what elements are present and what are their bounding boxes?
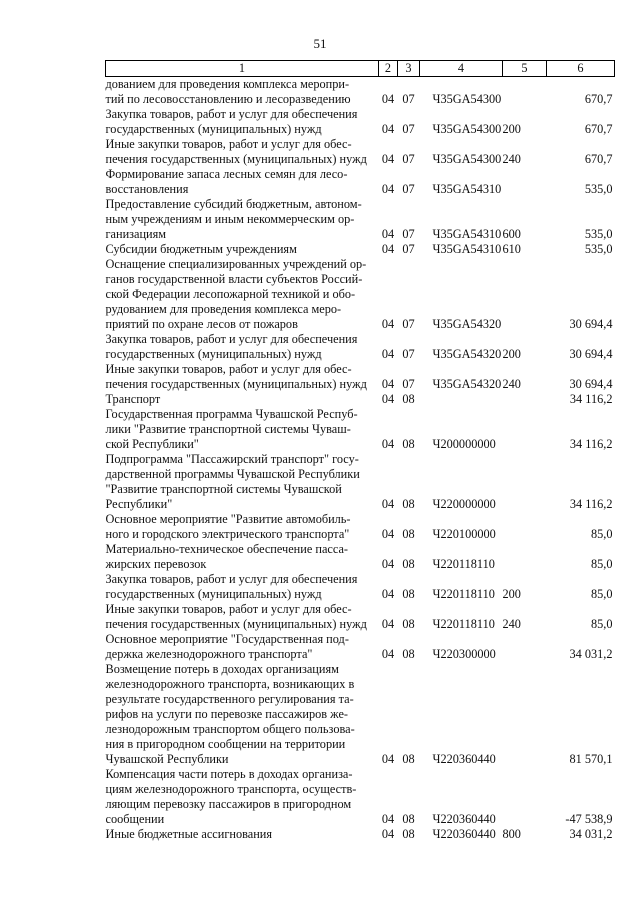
row-name-line: восстановления [105, 182, 189, 196]
table-row [106, 662, 615, 767]
amount: 85,0 [590, 587, 613, 601]
budget-table [105, 60, 615, 842]
section-code: 04 [381, 812, 395, 826]
expense-type-code: 240 [502, 152, 521, 166]
amount: 30 694,4 [569, 347, 613, 361]
target-article-code: Ч35GA54300 [432, 122, 502, 136]
row-name-line: приятий по охране лесов от пожаров [105, 317, 298, 331]
target-article-code: Ч35GA54310 [432, 242, 502, 256]
column-header-target-article: 4 [420, 61, 503, 77]
row-name-line: Республики" [105, 497, 173, 511]
row-name-line: Возмещение потерь в доходах организациям [105, 662, 339, 676]
target-article-code: Ч220360440 [432, 752, 496, 766]
row-name-line: Подпрограмма "Пассажирский транспорт" госу- [105, 452, 359, 466]
table-row [106, 392, 615, 407]
subsection-code: 08 [402, 587, 415, 601]
table-row [106, 512, 615, 542]
amount: 34 031,2 [569, 647, 613, 661]
subsection-code: 07 [402, 122, 415, 136]
expense-type-code [503, 167, 547, 197]
row-name-line: Иные закупки товаров, работ и услуг для обес- [105, 602, 352, 616]
row-name-line: железнодорожного транспорта, возникающих в [105, 677, 355, 691]
row-name-line: ской Республики" [105, 437, 199, 451]
section-code: 04 [381, 647, 395, 661]
amount: 81 570,1 [569, 752, 613, 766]
row-name-line: Закупка товаров, работ и услуг для обеспечения [105, 332, 358, 346]
row-name-line: ской Федерации лесопожарной техникой и обо- [105, 287, 356, 301]
row-name [106, 107, 379, 137]
row-name-line: ным учреждениям и иным некоммерческим ор- [105, 212, 355, 226]
target-article-code: Ч35GA54320 [432, 317, 502, 331]
row-name [106, 452, 379, 512]
table-row [106, 827, 615, 842]
table-row [106, 242, 615, 257]
table-row [106, 167, 615, 197]
amount: 535,0 [584, 242, 613, 256]
amount: 34 031,2 [569, 827, 613, 841]
row-name-line: тий по лесовосстановлению и лесоразведению [105, 92, 351, 106]
row-name [106, 77, 379, 108]
section-code: 04 [381, 92, 395, 106]
table-row [106, 542, 615, 572]
expense-type-code: 240 [502, 617, 521, 631]
row-name-line: Субсидии бюджетным учреждениям [105, 242, 297, 256]
expense-type-code [503, 392, 547, 407]
column-header-amount: 6 [547, 61, 615, 77]
table-header-row [106, 61, 615, 77]
row-name-line: дованием для проведения комплекса меропри- [105, 77, 350, 91]
row-name-line: рудованием для проведения комплекса меро- [105, 302, 342, 316]
subsection-code: 08 [402, 812, 415, 826]
row-name-line: лезнодорожным транспортом общего пользова- [105, 722, 355, 736]
column-header-section: 2 [379, 61, 398, 77]
subsection-code: 08 [402, 437, 415, 451]
row-name-line: циям железнодорожного транспорта, осуществ- [105, 782, 357, 796]
subsection-code: 08 [402, 752, 415, 766]
section-code: 04 [381, 437, 395, 451]
row-name [106, 662, 379, 767]
subsection-code: 07 [402, 317, 415, 331]
amount: 535,0 [584, 227, 613, 241]
target-article-code: Ч220118110 [432, 587, 495, 601]
table-row [106, 767, 615, 827]
expense-type-code [503, 512, 547, 542]
expense-type-code: 200 [502, 122, 521, 136]
target-article-code: Ч35GA54320 [432, 347, 502, 361]
row-name-line: государственных (муниципальных) нужд [105, 347, 322, 361]
section-code: 04 [381, 152, 395, 166]
subsection-code: 08 [402, 527, 415, 541]
section-code: 04 [381, 392, 395, 406]
row-name-line: Транспорт [105, 392, 161, 406]
amount: 30 694,4 [569, 377, 613, 391]
target-article-code: Ч220360440 [432, 812, 496, 826]
target-article-code: Ч220118110 [432, 617, 495, 631]
expense-type-code [503, 77, 547, 108]
expense-type-code [503, 452, 547, 512]
row-name [106, 257, 379, 332]
expense-type-code [503, 662, 547, 767]
table-row [106, 632, 615, 662]
expense-type-code: 610 [502, 242, 521, 256]
row-name-line: Иные закупки товаров, работ и услуг для обес- [105, 137, 352, 151]
subsection-code: 07 [402, 242, 415, 256]
row-name [106, 167, 379, 197]
subsection-code: 08 [402, 617, 415, 631]
table-row [106, 332, 615, 362]
row-name-line: Иные бюджетные ассигнования [105, 827, 273, 841]
row-name-line: Компенсация части потерь в доходах организа- [105, 767, 353, 781]
row-name-line: печения государственных (муниципальных) нужд [105, 377, 367, 391]
row-name-line: Закупка товаров, работ и услуг для обеспечения [105, 107, 358, 121]
amount: 670,7 [584, 152, 613, 166]
expense-type-code [503, 407, 547, 452]
row-name-line: Формирование запаса лесных семян для лесо- [105, 167, 348, 181]
amount: 85,0 [590, 557, 613, 571]
subsection-code: 07 [402, 227, 415, 241]
expense-type-code [503, 632, 547, 662]
row-name-line: "Развитие транспортной системы Чувашской [105, 482, 342, 496]
row-name [106, 362, 379, 392]
row-name-line: государственных (муниципальных) нужд [105, 122, 322, 136]
amount: 670,7 [584, 122, 613, 136]
table-row [106, 407, 615, 452]
row-name-line: лики "Развитие транспортной системы Чуваш- [105, 422, 351, 436]
row-name-line: Предоставление субсидий бюджетным, автоном- [105, 197, 362, 211]
section-code: 04 [381, 527, 395, 541]
subsection-code: 08 [402, 392, 415, 406]
row-name [106, 332, 379, 362]
section-code: 04 [381, 227, 395, 241]
table-row [106, 77, 615, 108]
row-name-line: Иные закупки товаров, работ и услуг для обес- [105, 362, 352, 376]
row-name [106, 632, 379, 662]
row-name-line: Государственная программа Чувашской Респуб- [105, 407, 358, 421]
subsection-code: 08 [402, 827, 415, 841]
target-article-code: Ч35GA54320 [432, 377, 502, 391]
row-name [106, 137, 379, 167]
amount: 34 116,2 [569, 497, 613, 511]
section-code: 04 [381, 752, 395, 766]
row-name-line: Материально-техническое обеспечение пасса- [105, 542, 349, 556]
row-name-line: ганизациям [105, 227, 167, 241]
row-name-line: печения государственных (муниципальных) нужд [105, 152, 367, 166]
row-name [106, 392, 379, 407]
expense-type-code: 200 [502, 347, 521, 361]
row-name-line: государственных (муниципальных) нужд [105, 587, 322, 601]
row-name-line: Чувашской Республики [105, 752, 229, 766]
amount: 535,0 [584, 182, 613, 196]
row-name [106, 512, 379, 542]
subsection-code: 07 [402, 347, 415, 361]
row-name-line: жирских перевозок [105, 557, 207, 571]
section-code: 04 [381, 497, 395, 511]
section-code: 04 [381, 122, 395, 136]
subsection-code: 07 [402, 92, 415, 106]
section-code: 04 [381, 182, 395, 196]
table-row [106, 602, 615, 632]
target-article-code: Ч220000000 [432, 497, 496, 511]
target-article-code: Ч35GA54300 [432, 92, 502, 106]
row-name-line: держка железнодорожного транспорта" [105, 647, 313, 661]
subsection-code: 07 [402, 182, 415, 196]
section-code: 04 [381, 347, 395, 361]
amount: 30 694,4 [569, 317, 613, 331]
table-row [106, 572, 615, 602]
amount: 34 116,2 [569, 392, 613, 406]
table-row [106, 362, 615, 392]
amount: -47 538,9 [565, 812, 613, 826]
section-code: 04 [381, 617, 395, 631]
row-name-line: сообщении [105, 812, 165, 826]
target-article-code: Ч220118110 [432, 557, 495, 571]
column-header-name: 1 [106, 61, 379, 77]
target-article-code: Ч35GA54310 [432, 182, 502, 196]
column-header-subsection: 3 [398, 61, 420, 77]
target-article-code: Ч220100000 [432, 527, 496, 541]
table-row [106, 197, 615, 242]
row-name-line: ляющим перевозку пассажиров в пригородном [105, 797, 352, 811]
subsection-code: 08 [402, 647, 415, 661]
target-article-code [420, 392, 503, 407]
expense-type-code [503, 542, 547, 572]
target-article-code: Ч220360440 [432, 827, 496, 841]
row-name-line: ганов государственной власти субъектов Россий- [105, 272, 363, 286]
amount: 85,0 [590, 527, 613, 541]
section-code: 04 [381, 587, 395, 601]
section-code: 04 [381, 242, 395, 256]
row-name [106, 827, 379, 842]
row-name [106, 197, 379, 242]
target-article-code: Ч200000000 [432, 437, 496, 451]
row-name [106, 602, 379, 632]
target-article-code: Ч220300000 [432, 647, 496, 661]
subsection-code: 07 [402, 152, 415, 166]
row-name-line: Основное мероприятие "Развитие автомобиль- [105, 512, 351, 526]
section-code: 04 [381, 827, 395, 841]
table-row [106, 137, 615, 167]
row-name-line: Закупка товаров, работ и услуг для обеспечения [105, 572, 358, 586]
table-row [106, 107, 615, 137]
section-code: 04 [381, 377, 395, 391]
amount: 34 116,2 [569, 437, 613, 451]
expense-type-code [503, 767, 547, 827]
expense-type-code [503, 257, 547, 332]
row-name-line: рифов на услуги по перевозке пассажиров же- [105, 707, 349, 721]
table-row [106, 452, 615, 512]
row-name [106, 767, 379, 827]
expense-type-code: 200 [502, 587, 521, 601]
section-code: 04 [381, 317, 395, 331]
subsection-code: 07 [402, 377, 415, 391]
row-name-line: результате государственного регулирования та- [105, 692, 354, 706]
expense-type-code: 800 [502, 827, 521, 841]
amount: 85,0 [590, 617, 613, 631]
amount: 670,7 [584, 92, 613, 106]
table-body [106, 77, 615, 843]
row-name [106, 542, 379, 572]
row-name-line: ного и городского электрического транспорта" [105, 527, 350, 541]
target-article-code: Ч35GA54310 [432, 227, 502, 241]
column-header-expense-type: 5 [503, 61, 547, 77]
row-name [106, 572, 379, 602]
section-code: 04 [381, 557, 395, 571]
expense-type-code: 240 [502, 377, 521, 391]
row-name [106, 407, 379, 452]
row-name [106, 242, 379, 257]
table-row [106, 257, 615, 332]
expense-type-code: 600 [502, 227, 521, 241]
row-name-line: ния в пригородном сообщении на территории [105, 737, 346, 751]
subsection-code: 08 [402, 557, 415, 571]
row-name-line: дарственной программы Чувашской Республики [105, 467, 360, 481]
row-name-line: печения государственных (муниципальных) нужд [105, 617, 367, 631]
subsection-code: 08 [402, 497, 415, 511]
row-name-line: Оснащение специализированных учреждений ор- [105, 257, 367, 271]
row-name-line: Основное мероприятие "Государственная под- [105, 632, 349, 646]
page-number: 51 [313, 36, 327, 51]
target-article-code: Ч35GA54300 [432, 152, 502, 166]
